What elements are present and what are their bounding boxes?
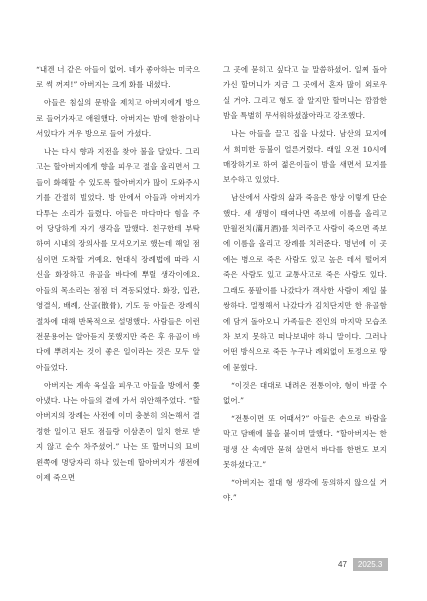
paragraph: 그 곳에 묻히고 싶다고 늘 말씀하셨어. 일찌 돌아가신 할머니가 지금 그 곳에서 혼자 많이 외로우실 거야. 그리고 형도 잘 알지만 할머니는 깜깜한 밤을 특별히 무서워하셨잖아라고 강조했다. [223, 65, 387, 121]
right-column [223, 62, 387, 506]
paragraph: “이것은 대대로 내려온 전통이야, 형이 바꿀 수 없어.” [223, 380, 387, 406]
paragraph: 아들은 침실의 문밖을 제치고 아버지에게 방으로 들어가자고 애원했다. 아버지는 밤에 한참이나 서있다가 겨우 방으로 들어 가셨다. [36, 98, 200, 139]
paragraph: 아버지는 계속 육실을 피우고 아들을 방에서 쫓아냈다. 나는 아들의 곁에 가서 위안해주었다. “할아버지의 장례는 사전에 이미 충분히 의논해서 결정한 일이고 된도 점들랑 이삼촌이 일치 한로 받지 않고 순수 차주셨어.” 나는 또 할머니의 묘비 왼쪽에 명당자리 하나 있는데 할아버지가 생전에 이제 죽으면 [36, 380, 200, 483]
page-number: 47 [338, 560, 347, 569]
left-column [36, 62, 200, 485]
paragraph: “전통이면 또 어때서?” 아들은 손으로 바람을 막고 담배에 불을 붙이며 말했다. “할아버지는 한평생 산 속에만 묻혀 살면서 바다를 한번도 보지 못하셨다고.” [223, 413, 387, 470]
paragraph: “내겐 너 같은 아들이 없어. 네가 좋아하는 미국으로 썩 꺼져!” 아버지는 크게 화를 내셨다. [36, 65, 200, 90]
paragraph: 나는 아들을 끌고 집을 나섰다. 남산의 묘지에서 희미한 등불이 얼른거렸다. 래일 오전 10시에 매장하기로 하여 젊은이들이 밤을 새면서 묘지를 보수하고 있었다. [223, 129, 387, 185]
page-footer [338, 558, 388, 571]
paragraph: 나는 다시 향과 지전을 찾아 불을 달았다. 그리고는 할아버지에게 향을 피우고 절을 올리면서 그들이 화해할 수 있도록 할아버지가 많이 도와주시기를 간절히 빌었다. 방 안에서 아들과 아버지가 다투는 소리가 들렸다. 아들은 마다마다 힘을 주어 당당하게 자기 생각을 말했다. 친구한테 부탁하여 시내의 장의사를 모셔오기로 했는데 해일 점심이면 도착할 거예요. 현대식 장례법에 따라 시신을 화장하고 유골을 바다에 뿌릴 생각이에요. 아들의 목소리는 점점 더 격동되였다. 화장, 입관, 영결식, 배례, 산골(散骨), 기도 등 아들은 장례식절차에 대해 반복적으로 설명했다. 사람들은 이런 전문용어는 알아듣지 못했지만 죽은 후 유골이 바다에 뿌려지는 것이 좋은 일이라는 것은 모두 알아들었다. [36, 147, 200, 372]
issue-badge: 2025.3 [353, 558, 388, 571]
paragraph: “아버지는 절대 형 생각에 동의하지 않으실 거야.” [223, 478, 387, 503]
paragraph: 남산에서 사람의 삶과 죽음은 항상 이렇게 단순했다. 새 생명이 태여나면 족보에 이름을 올리고 만월전치(滿月酒)를 치러주고 사람이 죽으면 족보에 이름을 올리고 장례를 치러준다. 명년에 이 곳에는 병으로 죽은 사람도 있고 높은 데서 떨어져 죽은 사람도 있고 교통사고로 죽은 사람도 있다. 그래도 풍팔이를 나갔다가 객사한 사람이 제일 불쌍하다. 멀쩡해서 나갔다가 김치단지만 한 유골함에 담겨 돌아오니 가족들은 진인의 마지막 모습조차 보지 못하고 떠나보내야 하니 말이다. 그러나 어떤 방식으로 죽든 누구나 례외없이 토정으로 땅에 묻혔다. [223, 193, 387, 372]
